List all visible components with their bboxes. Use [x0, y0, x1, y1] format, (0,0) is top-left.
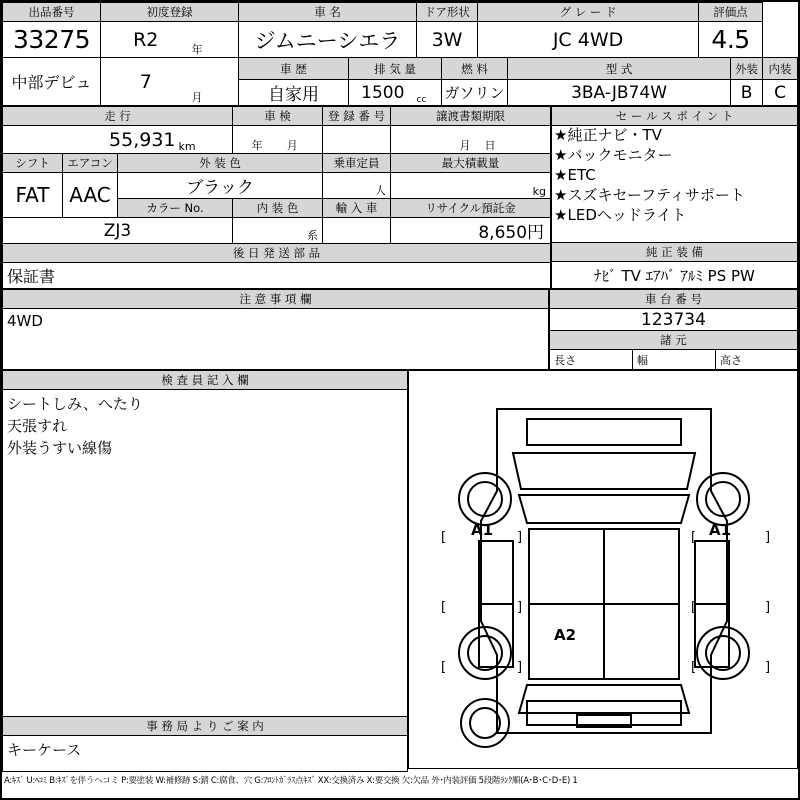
- svg-text:[: [: [441, 530, 447, 545]
- inspector-block: [2, 370, 408, 772]
- vehicle-damage-diagram: [408, 370, 798, 769]
- grade-label: グ レ ー ド: [478, 3, 699, 22]
- reg-no-label: 登 録 番 号: [323, 107, 391, 126]
- door-label: ドア形状: [417, 3, 478, 22]
- interior-grade: C: [763, 80, 798, 106]
- sales-point-item: ★LEDヘッドライト: [554, 205, 687, 224]
- color-no-label: カラー No.: [118, 199, 233, 218]
- car-outline-svg: [409, 371, 798, 768]
- legend-footer: A:ｷｽﾞ U:ﾍｺﾐ B:ｷｽﾞを伴うヘコミ P:要塗装 W:補修跡 S:錆 C:腐食、穴 G:ﾌﾛﾝﾄｶﾞﾗｽ点ｷｽﾞ XX:交換済み X:要交換 欠:欠品 外･内装評価 5段階ﾗﾝｸ順(A･B･C･D･E) 1: [4, 776, 578, 786]
- dims-title: 諸 元: [549, 331, 797, 350]
- exhibit-no-label: 出品番号: [3, 3, 101, 22]
- mileage-unit: km: [178, 126, 233, 154]
- transfer-month-unit: 月: [391, 126, 471, 154]
- displacement-label: 排 気 量: [349, 58, 442, 80]
- import-label: 輸 入 車: [323, 199, 391, 218]
- svg-text:]: ]: [765, 600, 771, 615]
- interior-label: 内装: [763, 58, 798, 80]
- svg-text:[: [: [691, 660, 697, 675]
- score-label: 評価点: [699, 3, 763, 22]
- inspector-line: 外装うすい線傷: [7, 438, 113, 457]
- car-name-label: 車 名: [239, 3, 417, 22]
- svg-text:]: ]: [517, 660, 523, 675]
- svg-text:[: [: [691, 530, 697, 545]
- notes-title: 注 意 事 項 欄: [3, 290, 549, 309]
- svg-text:]: ]: [517, 600, 523, 615]
- height-label: 高さ: [715, 350, 797, 370]
- chassis-title: 車 台 番 号: [549, 290, 797, 309]
- recycle-label: リサイクル預託金: [391, 199, 551, 218]
- load-label: 最大積載量: [391, 154, 551, 173]
- load-unit: kg: [391, 173, 551, 199]
- model-value: 3BA-JB74W: [508, 80, 731, 106]
- ac-value: AAC: [63, 173, 118, 218]
- mileage-value: 55,931: [3, 126, 178, 154]
- sales-point-item: ★バックモニター: [554, 146, 673, 165]
- fuel-value: ガソリン: [442, 80, 508, 106]
- grade-value: JC 4WD: [478, 22, 699, 58]
- first-reg-month: 7: [101, 58, 191, 106]
- svg-text:[: [: [441, 660, 447, 675]
- svg-text:[: [: [441, 600, 447, 615]
- first-reg-label: 初度登録: [101, 3, 239, 22]
- damage-mark-a1-left: A1: [471, 521, 494, 539]
- first-reg-month-unit: 月: [191, 58, 239, 106]
- sales-point-item: ★スズキセーフティサポート: [554, 185, 745, 204]
- first-reg-year-unit: 年: [191, 22, 239, 58]
- exterior-label: 外装: [731, 58, 763, 80]
- damage-mark-a2: A2: [554, 626, 577, 644]
- region-value: 中部デビュ: [3, 58, 101, 106]
- chassis-value: 123734: [549, 309, 797, 331]
- seats-label: 乗車定員: [323, 154, 391, 173]
- header-block: [2, 2, 798, 106]
- sales-point-block: [551, 106, 798, 289]
- svg-text:]: ]: [765, 530, 771, 545]
- ext-color-label: 外 装 色: [118, 154, 323, 173]
- ext-color-value: ブラック: [118, 173, 323, 199]
- score-value: 4.5: [699, 22, 763, 58]
- office-title: 事 務 局 よ り ご 案 内: [3, 717, 408, 736]
- inspector-line: 天張すれ: [7, 416, 68, 435]
- svg-text:]: ]: [517, 530, 523, 545]
- sales-point-list: [552, 126, 798, 243]
- notes-chassis-block: [2, 289, 798, 370]
- mileage-label: 走 行: [3, 107, 233, 126]
- later-ship-label: 後 日 発 送 部 品: [3, 244, 551, 263]
- inspector-diagram-block: [2, 370, 798, 772]
- seats-unit: 人: [323, 173, 391, 199]
- inspector-line: シートしみ、へたり: [7, 395, 143, 413]
- door-value: 3W: [417, 22, 478, 58]
- sales-point-item: ★純正ナビ・TV: [554, 126, 662, 145]
- reg-no-value: [323, 126, 391, 154]
- inspector-title: 検 査 員 記 入 欄: [3, 371, 408, 390]
- office-body: キーケース: [3, 736, 408, 772]
- ac-label: エアコン: [63, 154, 118, 173]
- equipment-title: 純 正 装 備: [552, 242, 798, 261]
- notes-body: 4WD: [3, 309, 549, 370]
- displacement-unit: cc: [417, 80, 442, 106]
- shift-label: シフト: [3, 154, 63, 173]
- exterior-grade: B: [731, 80, 763, 106]
- recycle-value: 8,650円: [391, 218, 551, 244]
- vehicle-detail-table: [2, 106, 551, 289]
- shaken-label: 車 検: [233, 107, 323, 126]
- shift-value: FAT: [3, 173, 63, 218]
- chassis-block: [549, 289, 798, 370]
- car-diagram-canvas: [409, 371, 797, 768]
- displacement-value: 1500: [349, 80, 417, 106]
- svg-text:[: [: [691, 600, 697, 615]
- damage-mark-a1-right: A1: [709, 521, 732, 539]
- shaken-year-unit: 年: [233, 126, 263, 154]
- exhibit-no-value: 33275: [3, 22, 101, 58]
- history-label: 車 歴: [239, 58, 349, 80]
- later-ship-value: 保証書: [3, 263, 551, 289]
- first-reg-era: R2: [101, 22, 191, 58]
- equipment-value: ﾅﾋﾞ TV ｴｱﾊﾞ ｱﾙﾐ PS PW: [552, 262, 798, 289]
- inspector-body: [3, 390, 408, 717]
- int-color-unit: 系: [233, 218, 323, 244]
- history-value: [239, 80, 349, 106]
- int-color-label: 内 装 色: [233, 199, 323, 218]
- sales-point-title: セ ー ル ス ポ イ ン ト: [552, 107, 798, 126]
- width-label: 幅: [632, 350, 715, 370]
- sales-point-item: ★ETC: [554, 166, 596, 185]
- notes-block: [2, 289, 549, 370]
- transfer-label: 譲渡書類期限: [391, 107, 551, 126]
- color-no-value: ZJ3: [3, 218, 233, 244]
- history-text: 自家用: [268, 85, 319, 105]
- model-label: 型 式: [508, 58, 731, 80]
- fuel-label: 燃 料: [442, 58, 508, 80]
- middle-block: [2, 106, 798, 289]
- shaken-month-unit: 月: [263, 126, 323, 154]
- length-label: 長さ: [549, 350, 632, 370]
- transfer-day-unit: 日: [471, 126, 551, 154]
- car-name-value: ジムニーシエラ: [239, 22, 417, 58]
- import-value: [323, 218, 391, 244]
- svg-text:]: ]: [765, 660, 771, 675]
